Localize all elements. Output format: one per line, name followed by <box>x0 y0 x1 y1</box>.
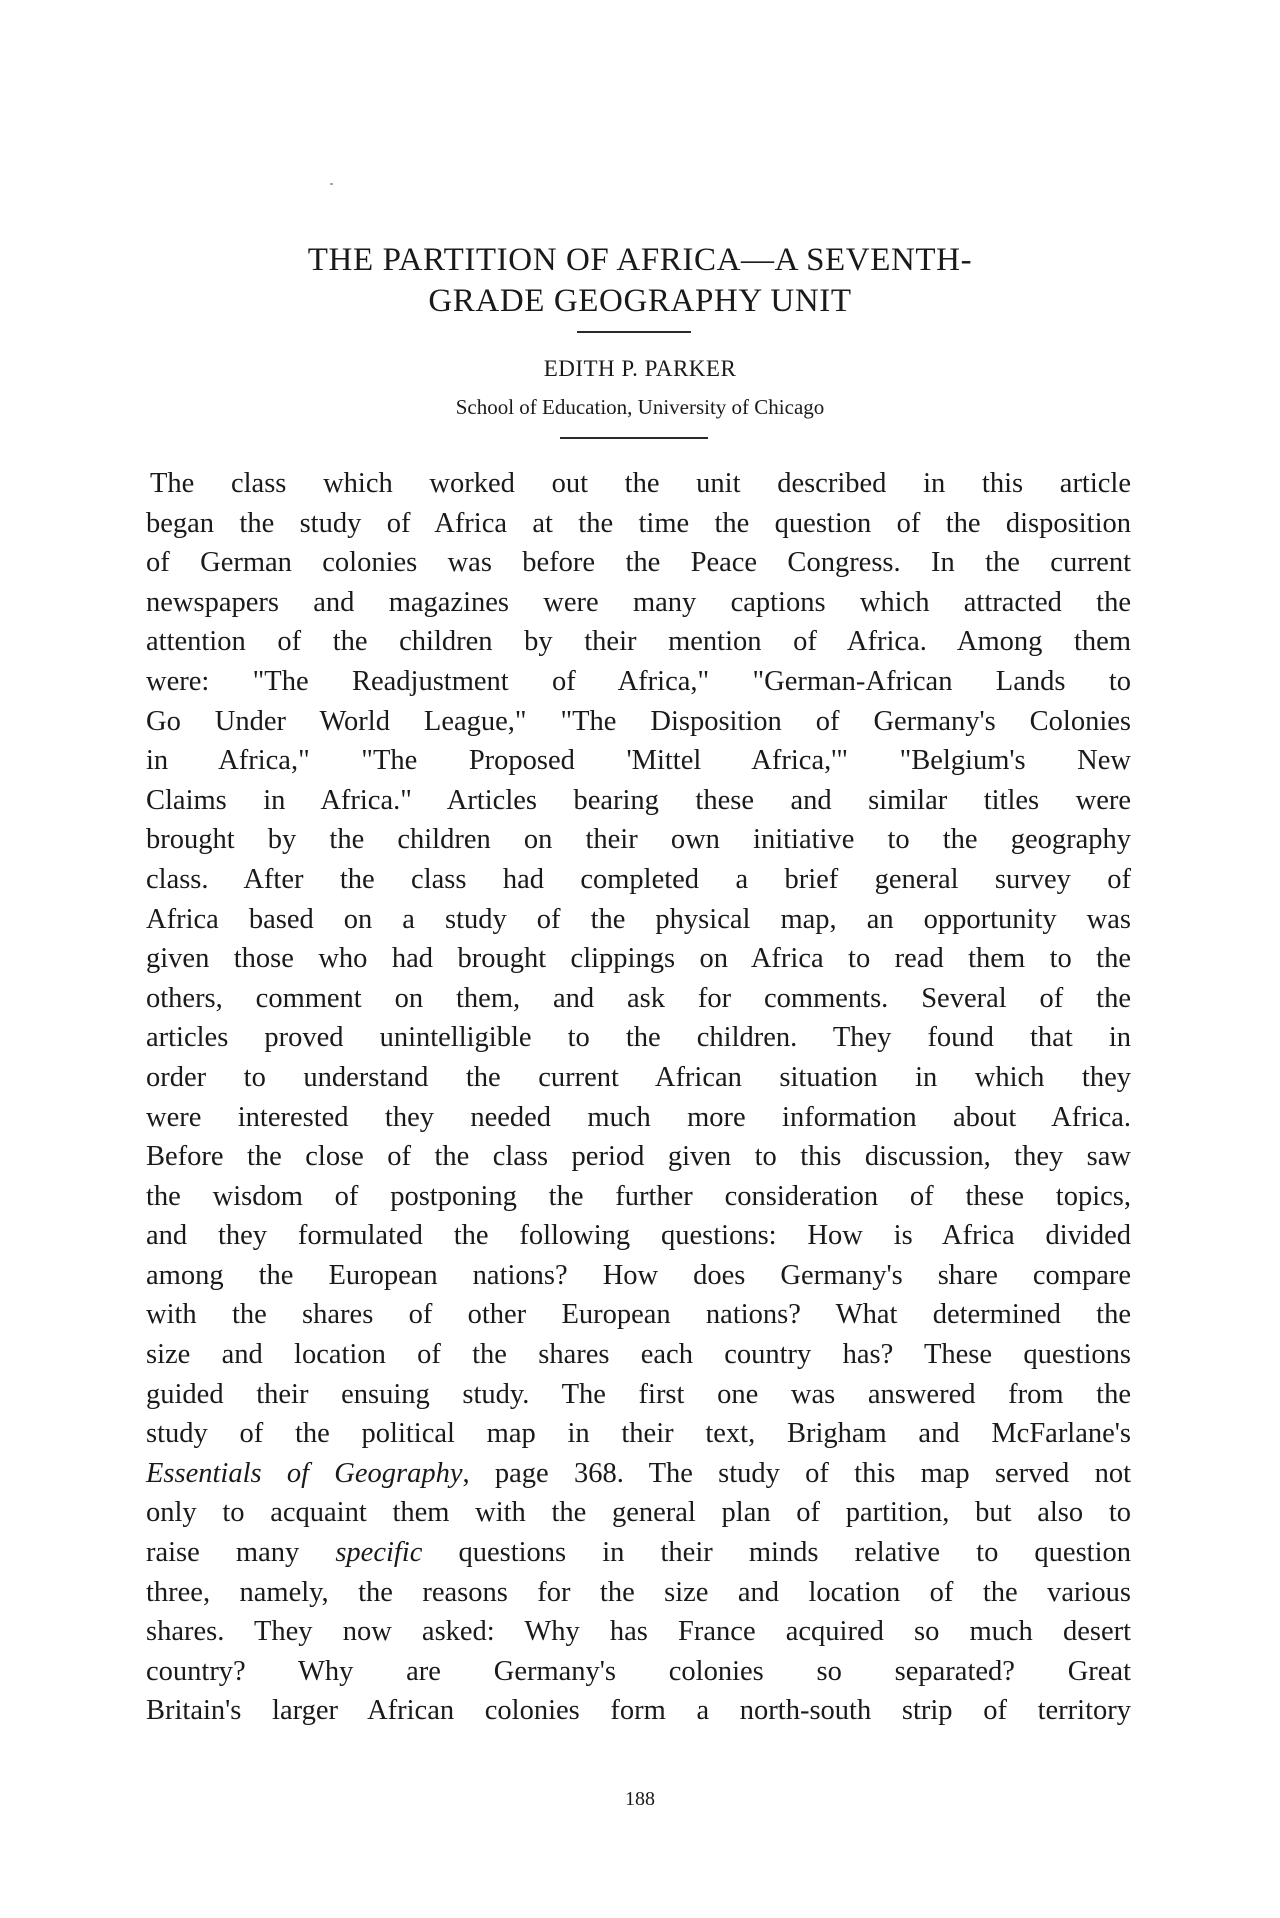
body-line: guided their ensuing study. The first one was answered from the <box>146 1378 1131 1410</box>
body-line: size and location of the shares each country has? These questions <box>146 1339 1131 1371</box>
body-line: given those who had brought clippings on Africa to read them to the <box>146 943 1131 975</box>
body-line: articles proved unintelligible to the children. They found that in <box>146 1022 1131 1054</box>
body-line: brought by the children on their own initiative to the geography <box>146 824 1131 856</box>
body-line: newspapers and magazines were many captions which attracted the <box>146 586 1131 618</box>
body-line: country? Why are Germany's colonies so separated? Great <box>146 1655 1131 1687</box>
author-affiliation: School of Education, University of Chicago <box>455 395 825 419</box>
body-line: were interested they needed much more information about Africa. <box>146 1101 1131 1133</box>
title-line-1: THE PARTITION OF AFRICA—A SEVENTH- <box>307 242 973 278</box>
body-line-segment: , page 368. The study of this map served not <box>462 1457 1131 1489</box>
body-line: shares. They now asked: Why has France acquired so much desert <box>146 1616 1131 1648</box>
body-line: among the European nations? How does Germany's share compare <box>146 1259 1131 1291</box>
book-title-italic: Essentials of Geography <box>146 1457 463 1489</box>
body-line: began the study of Africa at the time the question of the disposition <box>146 507 1131 539</box>
body-line <box>146 1454 1131 1494</box>
header-divider <box>560 437 708 439</box>
article-body <box>146 464 1131 1731</box>
title-divider <box>577 331 691 333</box>
body-line: with the shares of other European nations? What determined the <box>146 1299 1131 1331</box>
body-line: study of the political map in their text, Brigham and McFarlane's <box>146 1418 1131 1450</box>
body-line-segment: raise many <box>146 1537 336 1569</box>
body-line: Africa based on a study of the physical map, an opportunity was <box>146 903 1131 935</box>
body-line: of German colonies was before the Peace Congress. In the current <box>146 547 1131 579</box>
emphasis-italic: specific <box>335 1537 423 1569</box>
body-line: only to acquaint them with the general plan of partition, but also to <box>146 1497 1131 1529</box>
body-line <box>146 1533 1131 1573</box>
body-line: in Africa," "The Proposed 'Mittel Africa,'" "Belgium's New <box>146 745 1131 777</box>
body-line: others, comment on them, and ask for comments. Several of the <box>146 982 1131 1014</box>
body-line: Claims in Africa." Articles bearing these and similar titles were <box>146 784 1131 816</box>
title-line-2: GRADE GEOGRAPHY UNIT <box>428 283 852 319</box>
author-name: EDITH P. PARKER <box>543 356 737 381</box>
body-line: class. After the class had completed a brief general survey of <box>146 863 1131 895</box>
scan-speck <box>330 183 333 185</box>
body-line: Britain's larger African colonies form a north-south strip of territory <box>146 1695 1131 1727</box>
article-title <box>0 240 1280 322</box>
page-number: 188 <box>625 1788 655 1810</box>
body-line-segment: questions in their minds relative to question <box>422 1537 1131 1569</box>
body-line: and they formulated the following questions: How is Africa divided <box>146 1220 1131 1252</box>
body-line: the wisdom of postponing the further consideration of these topics, <box>146 1180 1131 1212</box>
body-line: The class which worked out the unit described in this article <box>150 468 1131 499</box>
body-line: were: "The Readjustment of Africa," "German-African Lands to <box>146 665 1131 697</box>
body-line: Before the close of the class period given to this discussion, they saw <box>146 1141 1131 1173</box>
body-line: Go Under World League," "The Disposition of Germany's Colonies <box>146 705 1131 737</box>
body-line: attention of the children by their mention of Africa. Among them <box>146 626 1131 658</box>
body-line: three, namely, the reasons for the size and location of the various <box>146 1576 1131 1608</box>
body-line: order to understand the current African situation in which they <box>146 1061 1131 1093</box>
